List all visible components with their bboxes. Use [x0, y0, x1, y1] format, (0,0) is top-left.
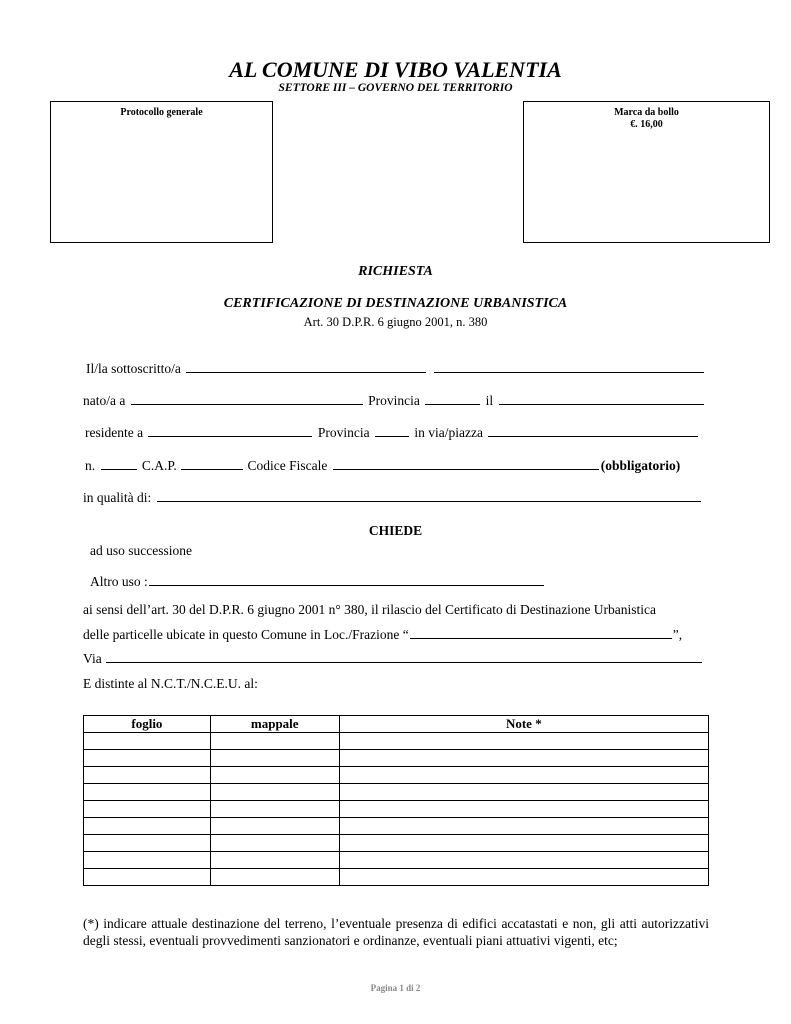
table-row	[84, 835, 709, 852]
via-label: Via	[83, 651, 102, 666]
foglio-cell[interactable]	[84, 750, 211, 767]
option-other-label: Altro uso :	[90, 574, 148, 589]
table-row	[84, 852, 709, 869]
stamp-label	[524, 107, 769, 131]
protocol-label: Protocollo generale	[120, 107, 203, 118]
table-row	[84, 818, 709, 835]
tax-row	[85, 458, 680, 474]
parcels-table	[83, 715, 709, 886]
capacity-field[interactable]	[157, 500, 701, 502]
table-row	[84, 801, 709, 818]
note-cell[interactable]	[339, 784, 708, 801]
protocol-box	[50, 101, 273, 243]
street-field[interactable]	[488, 435, 698, 437]
foglio-cell[interactable]	[84, 784, 211, 801]
request-subject: CERTIFICAZIONE DI DESTINAZIONE URBANISTICA	[223, 296, 568, 311]
capacity-row	[83, 490, 703, 506]
table-row	[84, 784, 709, 801]
body-line-1: ai sensi dell’art. 30 del D.P.R. 6 giugno 2001 n° 380, il rilascio del Certificato di Destinazione Urbanistica	[83, 602, 657, 617]
cap-label: C.A.P.	[141, 458, 177, 473]
mandatory-note: (obbligatorio)	[600, 458, 681, 473]
resident-at-label: residente a	[85, 425, 144, 440]
note-cell[interactable]	[339, 818, 708, 835]
undersigned-name-field-1[interactable]	[186, 371, 426, 373]
foglio-cell[interactable]	[84, 767, 211, 784]
birth-province-field[interactable]	[425, 403, 480, 405]
table-row	[84, 750, 709, 767]
revenue-stamp-box	[523, 101, 770, 243]
locality-label: delle particelle ubicate in questo Comune in Loc./Frazione	[83, 627, 400, 642]
birth-row	[83, 393, 706, 409]
mappale-cell[interactable]	[210, 869, 339, 886]
foglio-cell[interactable]	[84, 852, 211, 869]
residence-row	[85, 425, 700, 441]
via-row	[83, 651, 703, 667]
mappale-cell[interactable]	[210, 767, 339, 784]
birthplace-field[interactable]	[131, 403, 363, 405]
mappale-cell[interactable]	[210, 784, 339, 801]
page-title: AL COMUNE DI VIBO VALENTIA	[229, 57, 562, 82]
birth-date-field[interactable]	[499, 403, 704, 405]
locality-row	[83, 627, 682, 643]
mappale-cell[interactable]	[210, 852, 339, 869]
law-reference: Art. 30 D.P.R. 6 giugno 2001, n. 380	[303, 315, 488, 329]
locality-field[interactable]	[410, 637, 672, 639]
table-row	[84, 767, 709, 784]
col-header-mappale: mappale	[210, 716, 339, 733]
undersigned-name-field-2[interactable]	[434, 371, 704, 373]
mappale-cell[interactable]	[210, 750, 339, 767]
note-cell[interactable]	[339, 869, 708, 886]
mappale-cell[interactable]	[210, 801, 339, 818]
foglio-cell[interactable]	[84, 818, 211, 835]
foglio-cell[interactable]	[84, 733, 211, 750]
option-succession-label: ad uso successione	[90, 543, 192, 558]
note-cell[interactable]	[339, 750, 708, 767]
undersigned-label: Il/la sottoscritto/a	[86, 361, 181, 376]
mappale-cell[interactable]	[210, 818, 339, 835]
option-other-row	[90, 574, 545, 590]
stamp-label-line-1: Marca da bollo	[614, 107, 679, 118]
table-header-row	[84, 716, 709, 733]
street-label: in via/piazza	[414, 425, 483, 440]
note-cell[interactable]	[339, 835, 708, 852]
mappale-cell[interactable]	[210, 835, 339, 852]
residence-province-field[interactable]	[375, 435, 409, 437]
table-row	[84, 869, 709, 886]
page-subtitle: SETTORE III – GOVERNO DEL TERRITORIO	[278, 82, 513, 94]
note-cell[interactable]	[339, 733, 708, 750]
note-cell[interactable]	[339, 852, 708, 869]
other-use-field[interactable]	[149, 584, 544, 586]
tax-code-label: Codice Fiscale	[247, 458, 328, 473]
number-label: n.	[85, 458, 96, 473]
foglio-cell[interactable]	[84, 835, 211, 852]
stamp-amount: €. 16,00	[630, 119, 663, 130]
distinct-label: E distinte al N.C.T./N.C.E.U. al:	[83, 676, 258, 691]
col-header-foglio: foglio	[84, 716, 211, 733]
via-field[interactable]	[106, 661, 702, 663]
request-heading: RICHIESTA	[358, 264, 433, 279]
born-at-label: nato/a a	[83, 393, 126, 408]
table-row	[84, 733, 709, 750]
quote-close: ”,	[672, 627, 683, 642]
foglio-cell[interactable]	[84, 869, 211, 886]
residence-city-field[interactable]	[148, 435, 312, 437]
mappale-cell[interactable]	[210, 733, 339, 750]
footnote: (*) indicare attuale destinazione del terreno, l’eventuale presenza di edifici accatastati e non, gli atti autorizzativi degli stessi, eventuali provvedimenti sanzionatori e ordinanze, eventuali piani attuativi vigenti, etc;	[83, 916, 709, 948]
col-header-note: Note *	[339, 716, 708, 733]
birth-date-label: il	[485, 393, 494, 408]
asks-heading: CHIEDE	[368, 523, 423, 538]
undersigned-row	[86, 361, 706, 377]
note-cell[interactable]	[339, 801, 708, 818]
foglio-cell[interactable]	[84, 801, 211, 818]
tax-code-field[interactable]	[333, 468, 599, 470]
capacity-label: in qualità di:	[83, 490, 152, 505]
page-number: Pagina 1 di 2	[370, 983, 421, 993]
house-number-field[interactable]	[101, 468, 137, 470]
cap-field[interactable]	[181, 468, 243, 470]
option-succession[interactable]	[90, 543, 192, 559]
residence-province-label: Provincia	[317, 425, 370, 440]
quote-open: “	[402, 627, 409, 642]
note-cell[interactable]	[339, 767, 708, 784]
birth-province-label: Provincia	[368, 393, 420, 408]
